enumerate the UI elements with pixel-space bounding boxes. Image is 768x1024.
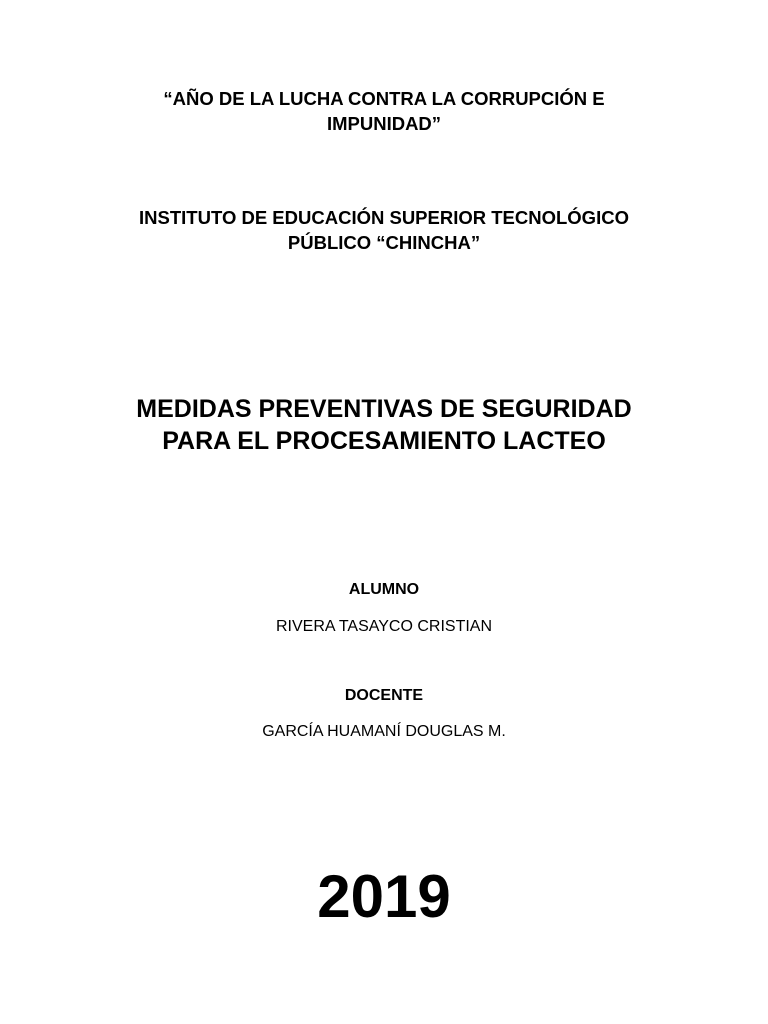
year-motto-line-1: “AÑO DE LA LUCHA CONTRA LA CORRUPCIÓN E: [163, 88, 605, 109]
institute-name: [0, 205, 768, 255]
document-title-line-2: PARA EL PROCESAMIENTO LACTEO: [162, 427, 606, 455]
student-name: RIVERA TASAYCO CRISTIAN: [275, 618, 493, 635]
document-year: 2019: [317, 863, 451, 930]
year-motto-line-2: IMPUNIDAD”: [326, 113, 442, 134]
teacher-label: DOCENTE: [344, 687, 424, 704]
student-label: ALUMNO: [348, 581, 420, 598]
document-title: [0, 393, 768, 457]
year-motto: [0, 86, 768, 136]
document-title-line-1: MEDIDAS PREVENTIVAS DE SEGURIDAD: [136, 395, 632, 423]
institute-name-line-2: PÚBLICO “CHINCHA”: [287, 232, 481, 253]
institute-name-line-1: INSTITUTO DE EDUCACIÓN SUPERIOR TECNOLÓGICO: [139, 207, 629, 228]
teacher-name: GARCÍA HUAMANÍ DOUGLAS M.: [262, 723, 506, 740]
